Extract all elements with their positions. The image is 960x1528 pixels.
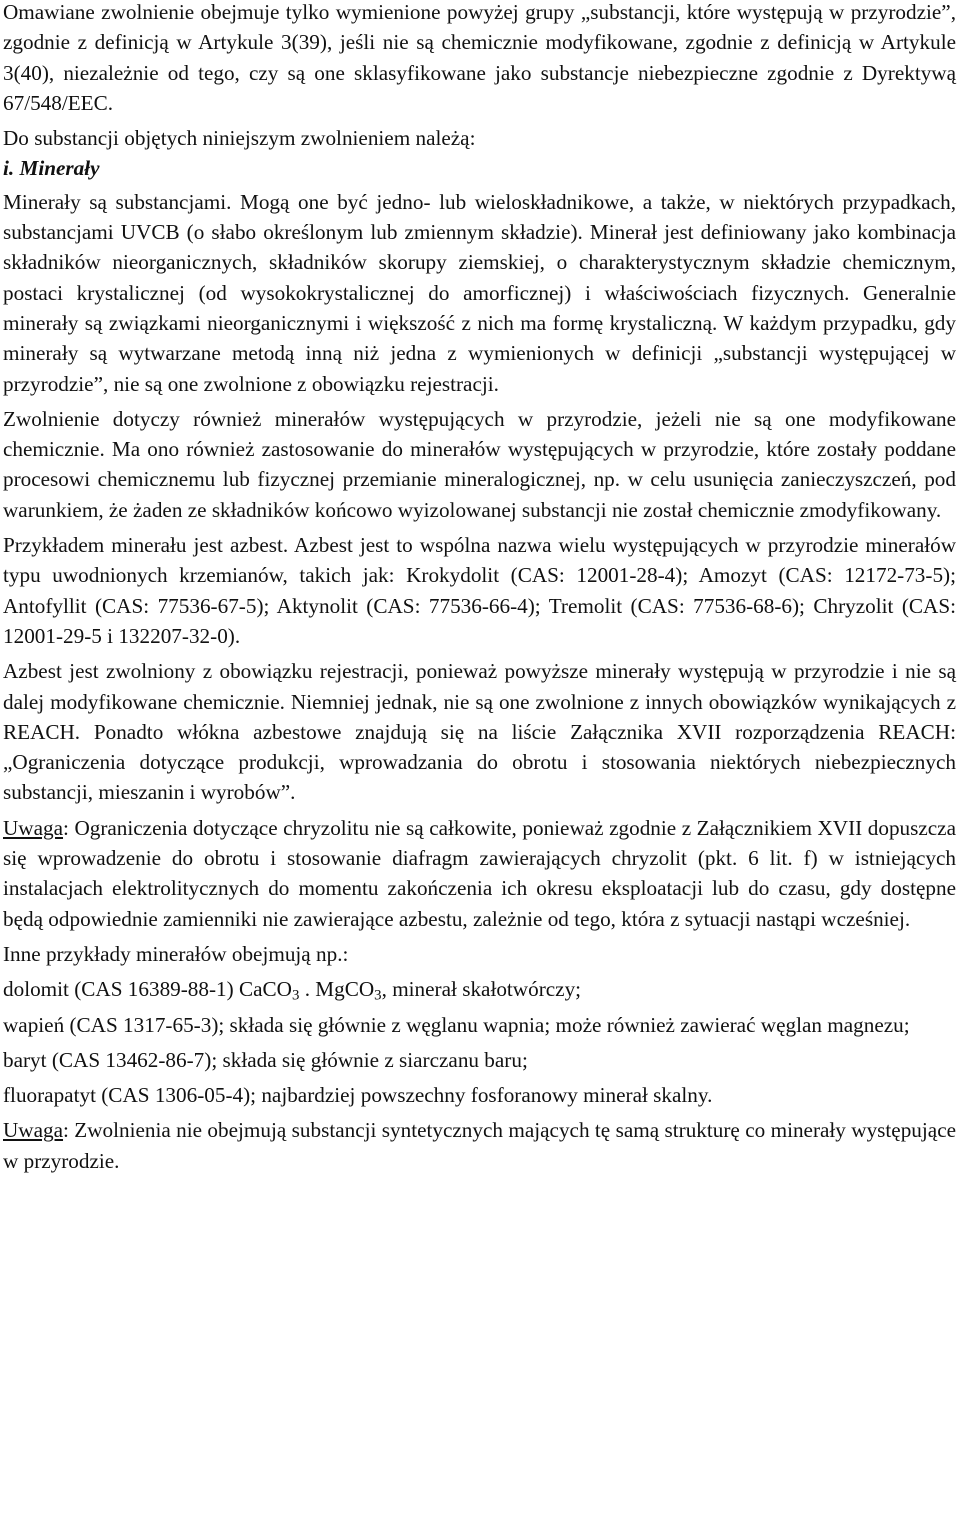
intro-paragraph: Omawiane zwolnienie obejmuje tylko wymienione powyżej grupy „substancji, które występują w przyrodzie”, zgodnie z definicją w Artykule 3(39), jeśli nie są chemicznie modyfikowane, zgodnie z definicją w Artykule 3(40), niezależnie od tego, czy są one sklasyfikowane jako substancje niebezpieczne zgodnie z Dyrektywą 67/548/EEC. xyxy=(3,0,956,115)
asbestos-example-paragraph: Przykładem minerału jest azbest. Azbest jest to wspólna nazwa wielu występujących w przyrodzie minerałów typu uwodnionych krzemianów, takich jak: Krokydolit (CAS: 12001-28-4); Amozyt (CAS: 12172-73-5); Antofyllit (CAS: 77536-67-5); Aktynolit (CAS: 77536-66-4); Tremolit (CAS: 77536-68-6); Chryzolit (CAS: 12001-29-5 i 132207-32-0). xyxy=(3,533,956,648)
other-examples-line: Inne przykłady minerałów obejmują np.: xyxy=(3,941,349,966)
note-text-2: : Zwolnienia nie obejmują substancji syntetycznych mających tę samą strukturę co minerały występujące w przyrodzie. xyxy=(3,1118,956,1173)
dolomite-item xyxy=(3,974,956,1004)
dolomite-suffix: , minerał skałotwórczy; xyxy=(381,977,582,1002)
note-label: Uwaga xyxy=(3,815,64,840)
dolomite-middle: . MgCO xyxy=(299,977,375,1002)
asbestos-exempt-paragraph: Azbest jest zwolniony z obowiązku rejestracji, ponieważ powyższe minerały występują w przyrodzie i nie są dalej modyfikowane chemicznie. Niemniej jednak, nie są one zwolnione z innych obowiązków wynikających z REACH. Ponadto włókna azbestowe znajdują się na liście Załącznika XVII rozporządzenia REACH: „Ograniczenia dotyczące produkcji, wprowadzania do obrotu i stosowania niektórych niebezpiecznych substancji, mieszanin i wyrobów”. xyxy=(3,659,956,805)
chrysotile-note-paragraph xyxy=(3,813,956,934)
barite-item: baryt (CAS 13462-86-7); składa się głównie z siarczanu baru; xyxy=(3,1047,528,1072)
synthetic-note-paragraph xyxy=(3,1115,956,1176)
exemption-scope-paragraph: Zwolnienie dotyczy również minerałów występujących w przyrodzie, jeżeli nie są one modyfikowane chemicznie. Ma ono również zastosowanie do minerałów występujących w przyrodzie, które zostały poddane procesowi chemicznemu lub fizycznej przemianie mineralogicznej, np. w celu usunięcia zanieczyszczeń, pod warunkiem, że żaden ze składników końcowo wyizolowanej substancji nie został chemicznie zmodyfikowany. xyxy=(3,406,956,522)
limestone-item: wapień (CAS 1317-65-3); składa się głównie z węglanu wapnia; może również zawierać węglan magnezu; xyxy=(3,1012,910,1037)
fluorapatite-item: fluorapatyt (CAS 1306-05-4); najbardziej powszechny fosforanowy minerał skalny. xyxy=(3,1083,713,1108)
minerals-definition-paragraph: Minerały są substancjami. Mogą one być jedno- lub wieloskładnikowe, a także, w niektórych przypadkach, substancjami UVCB (o słabo określonym lub zmiennym składzie). Minerał jest definiowany jako kombinacja składników nieorganicznych, składników skorupy ziemskiej, o charakterystycznym składzie chemicznym, postaci krystalicznej (od wysokokrystalicznej do amorficznej) i właściwościach fizycznych. Generalnie minerały są związkami nieorganicznymi i większość z nich ma formę krystaliczną. W każdym przypadku, gdy minerały są wytwarzane metodą inną niż jedna z wymienionych w definicji „substancji występującej w przyrodzie”, nie są one zwolnione z obowiązku rejestracji. xyxy=(3,189,956,396)
dolomite-sub-1: 3 xyxy=(291,987,300,1004)
dolomite-prefix: dolomit (CAS 16389-88-1) CaCO xyxy=(3,977,292,1002)
section-heading: i. Minerały xyxy=(3,156,100,181)
note-label-2: Uwaga xyxy=(3,1118,64,1143)
note-text: : Ograniczenia dotyczące chryzolitu nie są całkowite, ponieważ zgodnie z Załącznikiem XVII dopuszcza się wprowadzenie do obrotu i stosowanie diafragm zawierających chryzolit (pkt. 6 lit. f) w istniejących instalacjach elektrolitycznych do momentu zakończenia ich okresu eksploatacji lub do czasu, gdy dostępne będą odpowiednie zamienniki nie zawierające azbestu, zależnie od tego, która z sytuacji nastąpi wcześniej. xyxy=(3,815,956,931)
lead-in-line: Do substancji objętych niniejszym zwolnieniem należą: xyxy=(3,126,476,151)
dolomite-sub-2: 3 xyxy=(374,987,382,1004)
